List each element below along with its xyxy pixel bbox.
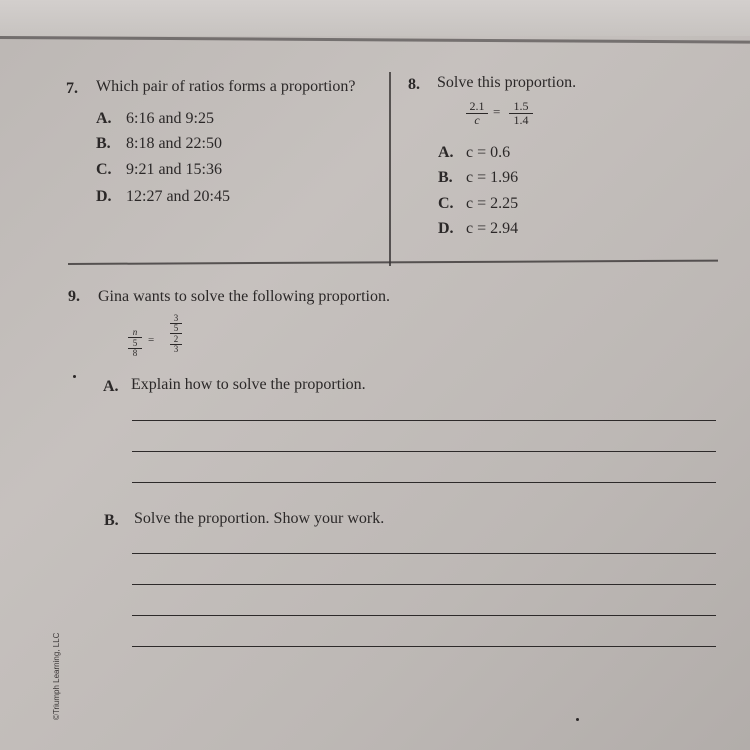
part-prompt: Solve the proportion. Show your work. [134, 510, 385, 527]
choice-text: c = 2.94 [466, 220, 519, 237]
answer-line[interactable] [132, 553, 716, 554]
choice-text: 8:18 and 22:50 [126, 135, 222, 152]
choice-letter: D. [438, 220, 454, 237]
column-divider [389, 72, 391, 266]
equation-right-complex-fraction [170, 314, 182, 354]
choice-text: 6:16 and 9:25 [126, 110, 214, 127]
denominator-fraction [128, 337, 142, 358]
choice-text: c = 2.25 [466, 195, 519, 212]
numerator-fraction [170, 314, 182, 333]
question-number: 8. [408, 76, 420, 93]
equation-right-fraction [509, 100, 533, 127]
inner-numerator: 5 [132, 338, 138, 348]
part-letter: B. [104, 512, 119, 529]
choice-letter: B. [438, 169, 453, 186]
answer-line[interactable] [132, 451, 716, 452]
question-prompt: Gina wants to solve the following proportion. [98, 288, 390, 305]
answer-line[interactable] [132, 482, 716, 483]
denominator: 1.4 [509, 113, 533, 127]
part-letter: A. [103, 378, 119, 395]
choice-letter: A. [96, 110, 112, 127]
denominator: c [466, 113, 488, 127]
choice-text: 12:27 and 20:45 [126, 188, 230, 205]
inner-denominator: 5 [170, 323, 182, 333]
choice-text: 9:21 and 15:36 [126, 161, 222, 178]
page-top-edge [0, 0, 750, 36]
inner-denominator: 3 [170, 344, 182, 354]
inner-denominator: 8 [128, 348, 142, 358]
denominator-fraction [170, 333, 182, 354]
choice-letter: D. [96, 188, 112, 205]
question-prompt: Which pair of ratios forms a proportion? [96, 78, 356, 95]
choice-text: c = 0.6 [466, 144, 511, 161]
question-prompt: Solve this proportion. [437, 74, 577, 91]
answer-line[interactable] [132, 420, 716, 421]
answer-line[interactable] [132, 646, 716, 647]
equation-left-complex-fraction [128, 328, 142, 358]
inner-numerator: 3 [173, 313, 179, 323]
numerator: 2.1 [469, 99, 485, 113]
paper-speck [576, 718, 579, 721]
question-number: 9. [68, 288, 80, 305]
choice-text: c = 1.96 [466, 169, 519, 186]
question-number: 7. [66, 80, 78, 97]
part-prompt: Explain how to solve the proportion. [131, 376, 366, 393]
choice-letter: B. [96, 135, 111, 152]
answer-line[interactable] [132, 615, 716, 616]
numerator: n [132, 327, 138, 337]
answer-line[interactable] [132, 584, 716, 585]
copyright-notice: ©Triumph Learning, LLC [52, 632, 61, 720]
top-divider [0, 36, 750, 44]
section-divider [68, 260, 718, 265]
equals-sign: = [148, 334, 155, 346]
equals-sign: = [493, 104, 501, 119]
equation-left-fraction [466, 100, 488, 127]
choice-letter: A. [438, 144, 454, 161]
choice-letter: C. [96, 161, 112, 178]
numerator: 1.5 [513, 99, 529, 113]
margin-dot [73, 375, 76, 378]
inner-numerator: 2 [173, 334, 179, 344]
choice-letter: C. [438, 195, 454, 212]
